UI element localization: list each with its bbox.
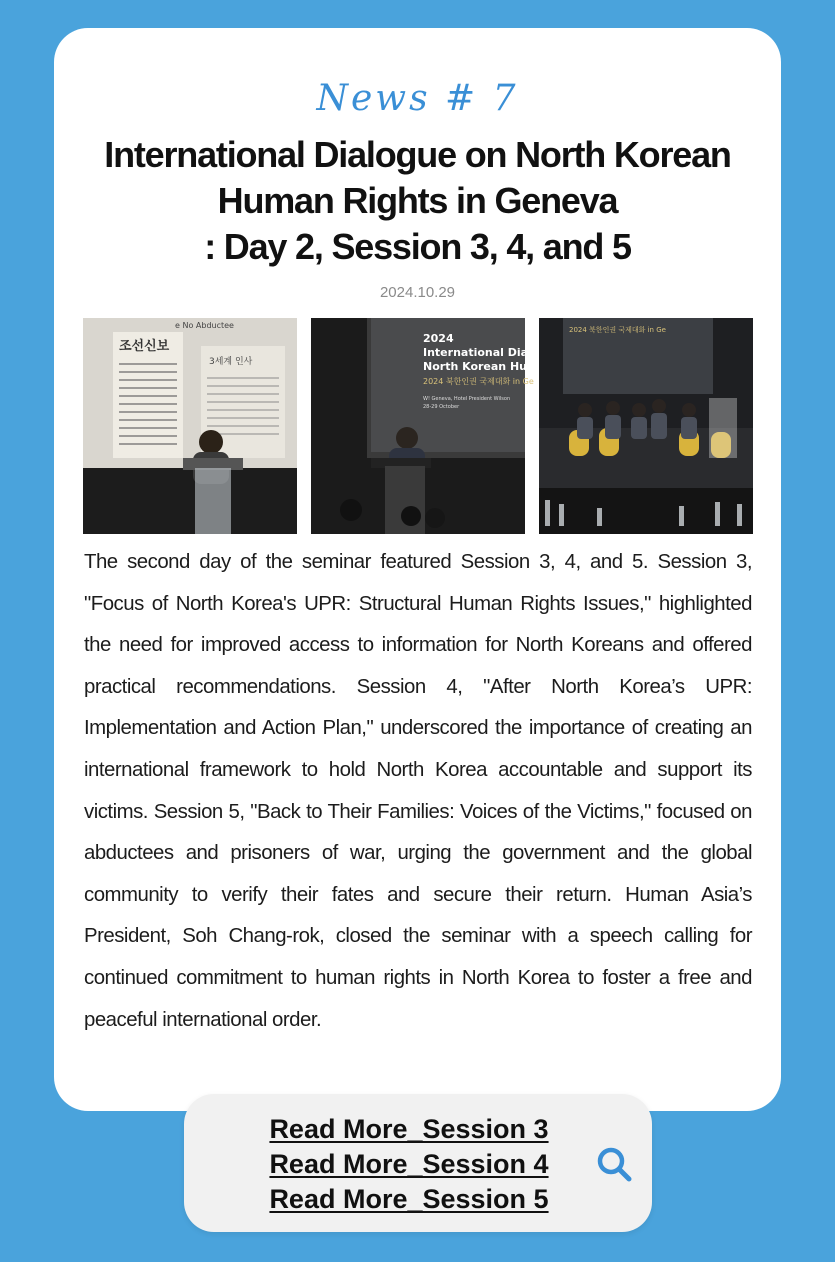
photo-3-slide-title: 2024 북한인권 국제대화 in Ge: [569, 326, 666, 334]
photo-1-slide-title: 조선신보: [119, 339, 170, 354]
title-line: Human Rights in Geneva: [217, 180, 618, 221]
article-body: The second day of the seminar featured Session 3, 4, and 5. Session 3, "Focus of North Korea's UPR: Structural Human Rights Issues," highlighted the need for improved access to information for North Koreans and offered practical recommendations. Session 4, "After North Korea’s UPR: Implementation and Action Plan," underscored the importance of creating an international framework to hold North Korea accountable and support its victims. Session 5, "Back to Their Families: Voices of the Victims," focused on abductees and prisoners of war, urging the government and the global community to verify their fates and secure their return. Human Asia’s President, Soh Chang-rok, closed the seminar with a speech calling for continued commitment to human rights in North Korea to foster a free and peaceful international order.: [84, 551, 752, 1031]
news-card: [54, 28, 781, 1111]
read-more-session-4-link[interactable]: Read More_Session 4: [269, 1149, 549, 1179]
photo-2-slide-year: 2024: [423, 332, 454, 345]
read-more-session-5-link[interactable]: Read More_Session 5: [269, 1184, 549, 1214]
news-number-tag: News # 7: [316, 78, 519, 119]
photo-2-image: [311, 318, 540, 534]
title-line: International Dialogue on North Korean: [104, 134, 731, 175]
photo-2-slide-dates: 28-29 October: [423, 404, 460, 410]
read-more-links: [244, 1112, 574, 1217]
photo-1-slide-caption: e No Abductee: [175, 321, 234, 330]
photo-2-slide-line: International Dialo: [423, 346, 540, 359]
photo-gallery: [83, 318, 752, 534]
page-title: [74, 132, 761, 270]
photo-1-slide-heading: 3세계 인사: [209, 357, 253, 367]
search-icon[interactable]: [594, 1144, 634, 1184]
photo-3-image: [539, 318, 753, 534]
photo-panel-discussion[interactable]: [539, 318, 753, 534]
photo-1-image: [83, 318, 297, 534]
photo-2-slide-venue: W! Geneva, Hotel President Wilson: [423, 396, 511, 402]
photo-2-slide-korean: 2024 북한인권 국제대화 in Ge: [423, 377, 534, 386]
photo-speaker-banner[interactable]: [311, 318, 540, 534]
photo-speaker-newspaper[interactable]: [83, 318, 297, 534]
post-date: 2024.10.29: [379, 284, 456, 301]
photo-2-slide-line: North Korean Hum: [423, 360, 539, 373]
read-more-session-3-link[interactable]: Read More_Session 3: [269, 1114, 549, 1144]
read-more-panel: [184, 1094, 652, 1232]
title-line: : Day 2, Session 3, 4, and 5: [204, 226, 631, 267]
